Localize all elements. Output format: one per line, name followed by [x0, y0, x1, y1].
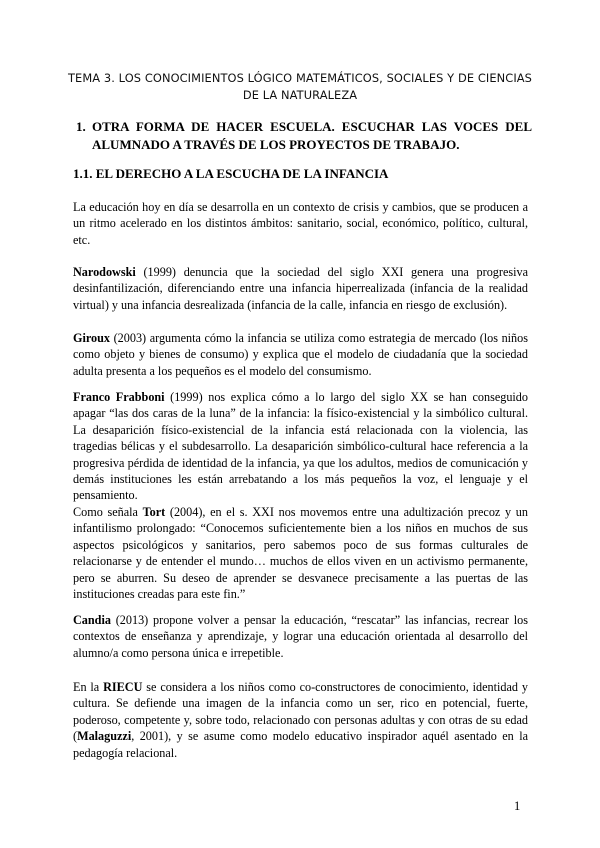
paragraph-text: (1999) nos explica cómo a lo largo del siglo XX se han conseguido apagar “las dos caras de la luna” de la infancia: la físico-existencial y la simbólico cultural. La desaparición físico-existencial de la infancia está relacionada con la violencia, las tragedias bélicas y el subdesarrollo. La desaparición simbólico-cultural hace referencia a la progresiva pérdida de identidad de la infancia, ya que los adultos, medios de comunicación y demás instituciones les están arrebatando a los más pequeños la voz, el lenguaje y el pensamiento. — [73, 390, 528, 503]
author-name: Candia — [73, 613, 111, 627]
paragraph-riecu — [73, 679, 528, 761]
author-name: Franco Frabboni — [73, 390, 165, 404]
author-name: Malaguzzi — [77, 729, 132, 744]
paragraph-lead: En la — [73, 680, 104, 694]
section-title: OTRA FORMA DE HACER ESCUELA. ESCUCHAR LAS VOCES DEL ALUMNADO A TRAVÉS DE LOS PROYECTOS DE TRABAJO. — [92, 119, 532, 152]
section-number: 1. — [76, 119, 86, 134]
paragraph-narodowski — [73, 264, 528, 313]
paragraph-candia — [73, 612, 528, 661]
paragraph-text: (2003) argumenta cómo la infancia se utiliza como estrategia de mercado (los niños como objeto y bienes de consumo) y explica que el modelo de ciudadanía que la sociedad adulta presenta a los pequeños es el modelo del consumismo. — [73, 331, 528, 378]
paragraph-giroux — [73, 330, 528, 379]
paragraph-intro — [73, 199, 528, 248]
section-heading — [76, 118, 532, 154]
paragraph-text: (1999) denuncia que la sociedad del siglo XXI genera una progresiva desinfantilización, diferenciando entre una infancia hiperrealizada (infancia de la realidad virtual) y una infancia desrealizada (infancia de la calle, infancia en riesgo de exclusión). — [73, 265, 528, 312]
paragraph-text: , 2001), y se asume como modelo educativo inspirador aquél asentado en la pedagogía relacional. — [73, 729, 528, 760]
paragraph-text: se considera a los niños como co-constructores de conocimiento, identidad y cultura. Se defiende una imagen de la infancia como un ser, rico en potencial, fuerte, poderoso, competente y, sobre todo, relacionado con personas adultas y con otras de su edad ( — [73, 680, 528, 744]
page-title: TEMA 3. LOS CONOCIMIENTOS LÓGICO MATEMÁTICOS, SOCIALES Y DE CIENCIAS DE LA NATURALEZA — [67, 71, 533, 102]
paragraph-frabboni — [73, 389, 528, 504]
subsection-heading: 1.1. EL DERECHO A LA ESCUCHA DE LA INFANCIA — [73, 166, 389, 181]
organization-name: RIECU — [103, 680, 143, 694]
paragraph-lead: Como señala — [73, 505, 143, 519]
author-name: Tort — [142, 505, 166, 519]
paragraph-text: (2013) propone volver a pensar la educación, “rescatar” las infancias, recrear los contextos de enseñanza y aprendizaje, y lograr una educación orientada al desarrollo del alumno/a como persona única e irrepetible. — [73, 613, 528, 660]
author-name: Narodowski — [73, 265, 136, 279]
author-name: Giroux — [73, 331, 111, 345]
paragraph-text: La educación hoy en día se desarrolla en un contexto de crisis y cambios, que se producen a un ritmo acelerado en los distintos ámbitos: sanitario, social, económico, político, cultural, etc. — [73, 200, 528, 247]
page-number: 1 — [514, 799, 521, 813]
paragraph-tort — [73, 504, 528, 602]
paragraph-text: (2004), en el s. XXI nos movemos entre una adultización precoz y un infantilismo prolongado: “Conocemos suficientemente bien a los niños en muchos de sus aspectos psicológicos y sanitarios, pero sabemos poco de sus formas culturales de relacionarse y de entender el mundo… muchos de ellos viven en un activismo permanente, pero se aburren. Su deseo de aprender se desvanece precisamente a las puertas de las instituciones creadas para este fin.” — [73, 505, 528, 602]
